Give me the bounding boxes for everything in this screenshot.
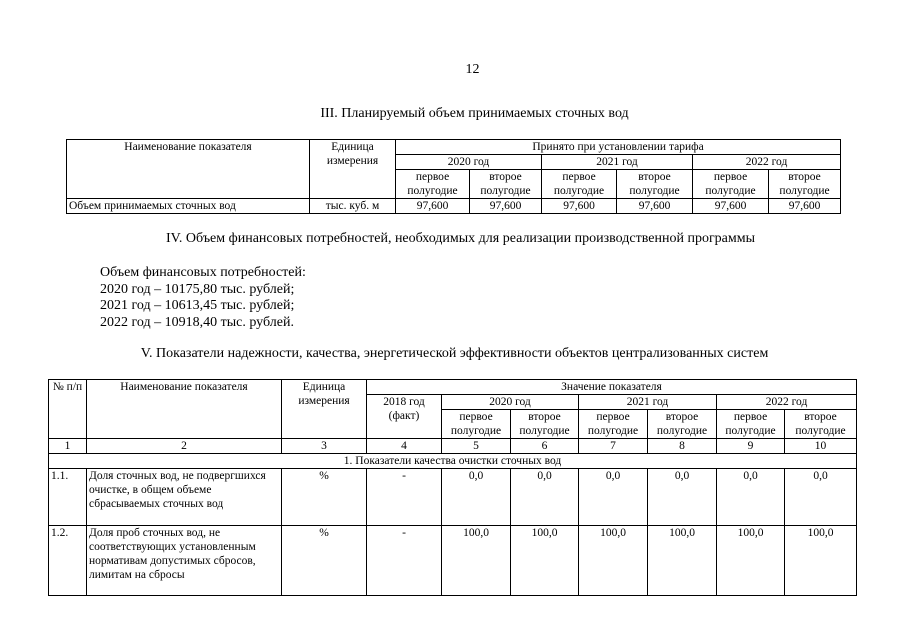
row-value: 0,0	[717, 469, 785, 526]
row-name: Доля сточных вод, не подвергшихся очистке, в общем объеме сбрасываемых сточных вод	[87, 469, 282, 526]
row-value: 97,600	[542, 199, 617, 214]
row-unit: тыс. куб. м	[310, 199, 396, 214]
group-title: 1. Показатели качества очистки сточных вод	[49, 454, 857, 469]
financial-needs-line: 2022 год – 10918,40 тыс. рублей.	[100, 314, 294, 330]
column-number: 1	[49, 439, 87, 454]
column-number-row	[49, 439, 857, 454]
header-half: второе полугодие	[785, 410, 857, 439]
header-half: первое полугодие	[542, 170, 617, 199]
header-half: первое полугодие	[693, 170, 769, 199]
row-unit: %	[282, 526, 367, 596]
column-number: 3	[282, 439, 367, 454]
row-value: 97,600	[396, 199, 470, 214]
header-value: Значение показателя	[367, 380, 857, 395]
row-value: 100,0	[648, 526, 717, 596]
column-number: 5	[442, 439, 511, 454]
row-value: 100,0	[785, 526, 857, 596]
header-name: Наименование показателя	[67, 140, 310, 199]
row-fact-2018: -	[367, 526, 442, 596]
header-year-2020: 2020 год	[396, 155, 542, 170]
row-value: 0,0	[785, 469, 857, 526]
header-year-2018: 2018 год (факт)	[367, 395, 442, 439]
row-num: 1.1.	[49, 469, 87, 526]
financial-needs-line: 2020 год – 10175,80 тыс. рублей;	[100, 281, 295, 297]
row-value: 0,0	[442, 469, 511, 526]
header-half: первое полугодие	[717, 410, 785, 439]
header-unit: Единица измерения	[310, 140, 396, 199]
row-unit: %	[282, 469, 367, 526]
header-num: № п/п	[49, 380, 87, 439]
row-value: 0,0	[511, 469, 579, 526]
table-row	[49, 469, 857, 526]
header-half: второе полугодие	[511, 410, 579, 439]
row-value: 100,0	[579, 526, 648, 596]
financial-needs-block	[100, 265, 306, 331]
header-year-2022: 2022 год	[693, 155, 841, 170]
row-value: 100,0	[442, 526, 511, 596]
row-name: Объем принимаемых сточных вод	[67, 199, 310, 214]
page-number: 12	[465, 62, 480, 77]
column-number: 4	[367, 439, 442, 454]
column-number: 9	[717, 439, 785, 454]
header-accepted: Принято при установлении тарифа	[396, 140, 841, 155]
header-half: первое полугодие	[396, 170, 470, 199]
row-value: 97,600	[693, 199, 769, 214]
row-value: 100,0	[717, 526, 785, 596]
financial-needs-line: Объем финансовых потребностей:	[100, 265, 306, 280]
row-value: 100,0	[511, 526, 579, 596]
row-value: 97,600	[470, 199, 542, 214]
header-year-2022: 2022 год	[717, 395, 857, 410]
wastewater-volume-table	[66, 139, 841, 214]
row-value: 0,0	[648, 469, 717, 526]
header-half: второе полугодие	[617, 170, 693, 199]
section-3-title: III. Планируемый объем принимаемых сточных вод	[320, 106, 629, 121]
financial-needs-line: 2021 год – 10613,45 тыс. рублей;	[100, 298, 295, 313]
header-half: второе полугодие	[648, 410, 717, 439]
header-name: Наименование показателя	[87, 380, 282, 439]
column-number: 6	[511, 439, 579, 454]
header-half: первое полугодие	[442, 410, 511, 439]
column-number: 7	[579, 439, 648, 454]
row-name: Доля проб сточных вод, не соответствующих установленным нормативам допустимых сбросов, лимитам на сбросы	[87, 526, 282, 596]
reliability-indicators-table	[48, 379, 857, 596]
row-value: 97,600	[617, 199, 693, 214]
row-value: 0,0	[579, 469, 648, 526]
header-year-2021: 2021 год	[542, 155, 693, 170]
row-fact-2018: -	[367, 469, 442, 526]
header-year-2020: 2020 год	[442, 395, 579, 410]
section-5-title: V. Показатели надежности, качества, энергетической эффективности объектов централизованных систем	[140, 346, 769, 361]
row-num: 1.2.	[49, 526, 87, 596]
column-number: 8	[648, 439, 717, 454]
header-half: второе полугодие	[470, 170, 542, 199]
column-number: 2	[87, 439, 282, 454]
table-row	[49, 526, 857, 596]
header-half: первое полугодие	[579, 410, 648, 439]
header-half: второе полугодие	[769, 170, 841, 199]
header-unit: Единица измерения	[282, 380, 367, 439]
row-value: 97,600	[769, 199, 841, 214]
header-year-2021: 2021 год	[579, 395, 717, 410]
section-4-title: IV. Объем финансовых потребностей, необходимых для реализации производственной программы	[165, 231, 756, 246]
column-number: 10	[785, 439, 857, 454]
table-row	[67, 199, 841, 214]
